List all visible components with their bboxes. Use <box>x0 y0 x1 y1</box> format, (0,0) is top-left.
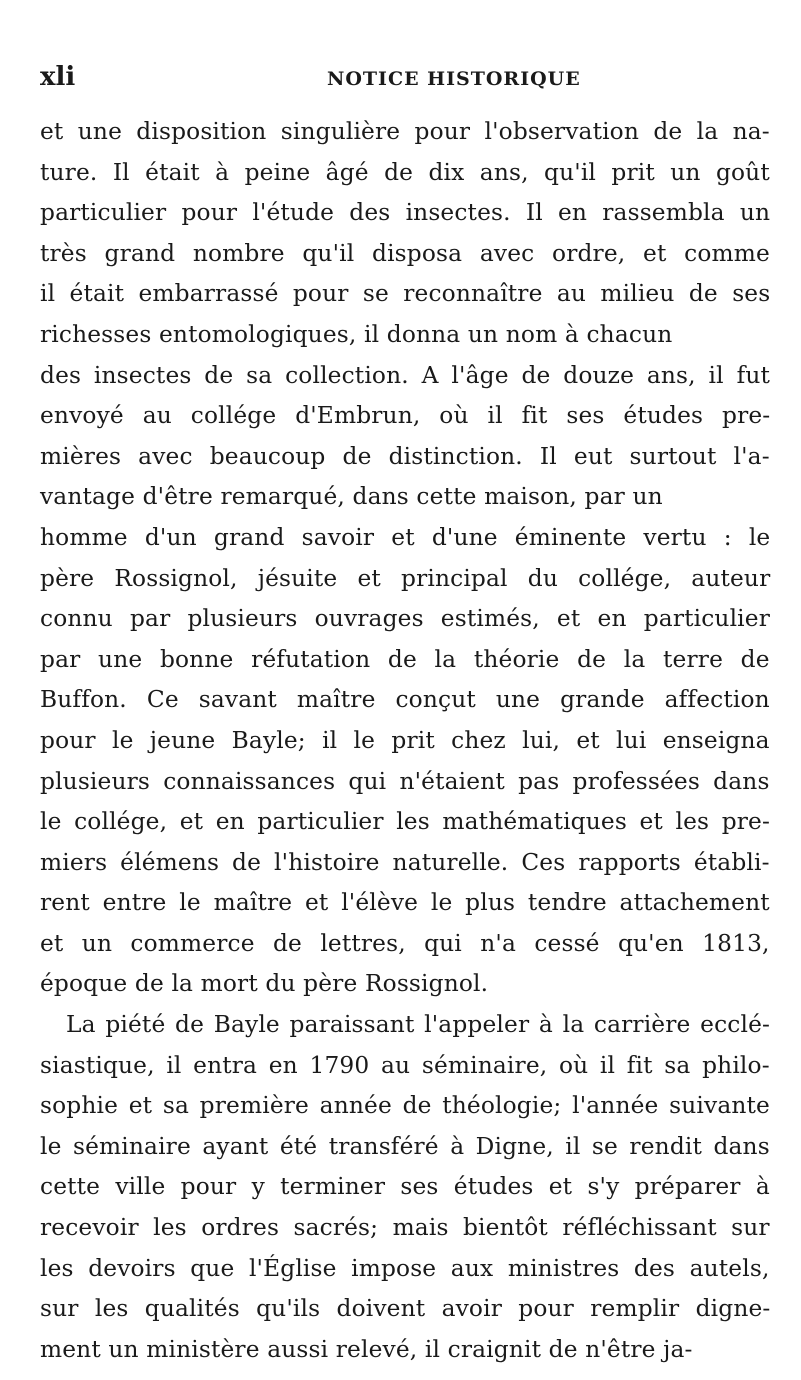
text-line: et un commerce de lettres, qui n'a cessé qu'en 1813, <box>40 929 770 957</box>
text-line: le séminaire ayant été transféré à Digne, il se rendit dans <box>40 1132 770 1160</box>
text-line: et une disposition singulière pour l'observation de la na- <box>40 118 770 145</box>
text-line: il était embarrassé pour se reconnaître au milieu de ses <box>40 280 771 308</box>
text-line: des insectes de sa collection. A l'âge de douze ans, il fut <box>40 361 771 389</box>
page-number: xli <box>40 62 76 92</box>
text-line: sophie et sa première année de théologie; l'année suivante <box>40 1092 770 1120</box>
running-head-title: NOTICE HISTORIQUE <box>327 68 581 90</box>
text-line: plusieurs connaissances qui n'étaient pas professées dans <box>40 767 770 795</box>
text-line: le collége, et en particulier les mathématiques et les pre- <box>40 808 771 836</box>
text-line: pour le jeune Bayle; il le prit chez lui, et lui enseigna <box>40 726 770 754</box>
paragraph-start-line: La piété de Bayle paraissant l'appeler à la carrière ecclé- <box>66 1011 771 1039</box>
text-line: par une bonne réfutation de la théorie de la terre de <box>40 645 770 673</box>
text-line: particulier pour l'étude des insectes. Il en rassembla un <box>40 199 771 227</box>
text-line: sur les qualités qu'ils doivent avoir pour remplir digne- <box>40 1295 771 1323</box>
text-line: vantage d'être remarqué, dans cette maison, par un <box>40 483 663 511</box>
text-line: homme d'un grand savoir et d'une éminente vertu : le <box>40 523 771 551</box>
text-line: recevoir les ordres sacrés; mais bientôt réfléchissant sur <box>40 1214 770 1242</box>
body-text <box>40 112 770 1370</box>
text-line: mières avec beaucoup de distinction. Il eut surtout l'a- <box>40 442 770 470</box>
text-line: siastique, il entra en 1790 au séminaire, où il fit sa philo- <box>40 1051 770 1079</box>
text-line: les devoirs que l'Église impose aux ministres des autels, <box>40 1254 770 1282</box>
text-line: connu par plusieurs ouvrages estimés, et en particulier <box>40 605 770 633</box>
text-line: richesses entomologiques, il donna un nom à chacun <box>40 320 673 348</box>
text-line: Buffon. Ce savant maître conçut une grande affection <box>40 686 770 714</box>
text-line: envoyé au collége d'Embrun, où il fit ses études pre- <box>40 402 771 430</box>
text-line: cette ville pour y terminer ses études et s'y préparer à <box>40 1173 770 1201</box>
text-line: époque de la mort du père Rossignol. <box>40 970 489 998</box>
text-line: rent entre le maître et l'élève le plus tendre attachement <box>40 889 770 917</box>
text-line: miers élémens de l'histoire naturelle. Ces rapports établi- <box>40 848 770 876</box>
text-line: ture. Il était à peine âgé de dix ans, qu'il prit un goût <box>40 158 770 186</box>
text-line: très grand nombre qu'il disposa avec ordre, et comme <box>40 239 770 267</box>
text-line: père Rossignol, jésuite et principal du collége, auteur <box>40 564 771 592</box>
text-line: ment un ministère aussi relevé, il craignit de n'être ja- <box>40 1335 693 1363</box>
running-head <box>40 62 770 102</box>
